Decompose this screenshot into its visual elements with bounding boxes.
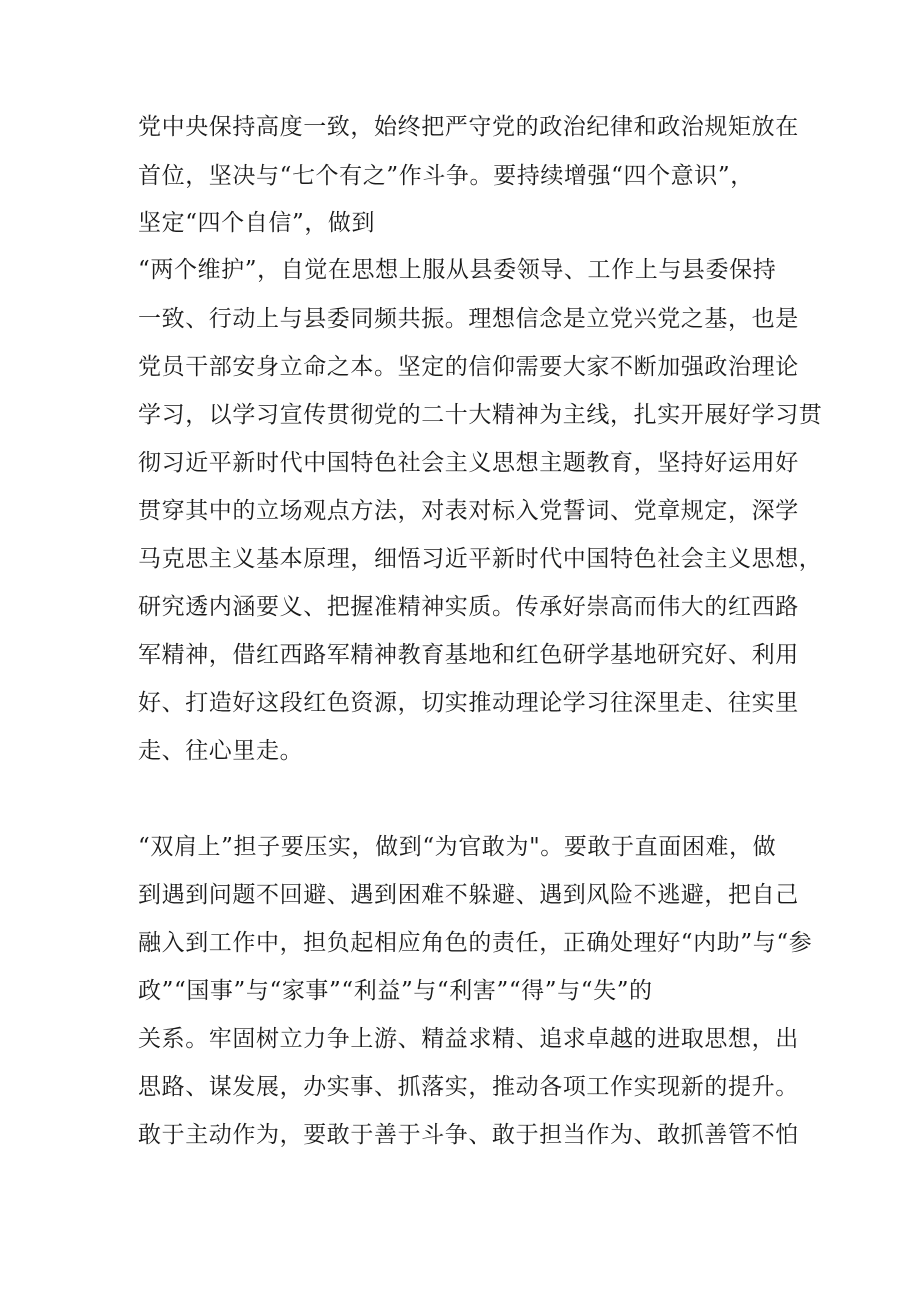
text-line: 首位，坚决与“七个有之”作斗争。要持续增强“四个意识”， bbox=[138, 163, 754, 189]
text-line: 敢于主动作为，要敢于善于斗争、敢于担当作为、敢抓善管不怕 bbox=[138, 1122, 799, 1148]
text-line: 政”“国事”与“家事”“利益”与“利害”“得”与“失”的 bbox=[138, 978, 653, 1004]
text-line: 党中央保持高度一致，始终把严守党的政治纪律和政治规矩放在 bbox=[138, 114, 799, 140]
text-line: 彻习近平新时代中国特色社会主义思想主题教育，坚持好运用好 bbox=[138, 450, 799, 476]
text-line: 一致、行动上与县委同频共振。理想信念是立党兴党之基，也是 bbox=[138, 306, 799, 332]
text-line: 融入到工作中，担负起相应角色的责任，正确处理好“内助”与“参 bbox=[138, 930, 813, 956]
text-line: 坚定“四个自信”，做到 bbox=[138, 210, 376, 236]
text-line: 学习，以学习宣传贯彻党的二十大精神为主线，扎实开展好学习贯 bbox=[138, 402, 823, 428]
text-line: 思路、谋发展，办实事、抓落实，推动各项工作实现新的提升。 bbox=[138, 1074, 799, 1100]
text-line: 到遇到问题不回避、遇到困难不躲避、遇到风险不逃避，把自己 bbox=[138, 882, 799, 908]
text-line: 关系。牢固树立力争上游、精益求精、追求卓越的进取思想，出 bbox=[138, 1026, 799, 1052]
text-line: 贯穿其中的立场观点方法，对表对标入党誓词、党章规定，深学 bbox=[138, 498, 799, 524]
text-line: “双肩上”担子要压实，做到“为官敢为"。要敢于直面困难，做 bbox=[138, 834, 777, 860]
text-line: 研究透内涵要义、把握准精神实质。传承好崇高而伟大的红西路 bbox=[138, 594, 799, 620]
text-line: 走、往心里走。 bbox=[138, 738, 304, 764]
text-line: 党员干部安身立命之本。坚定的信仰需要大家不断加强政治理论 bbox=[138, 354, 799, 380]
text-line: 军精神，借红西路军精神教育基地和红色研学基地研究好、利用 bbox=[138, 642, 799, 668]
text-line: 马克思主义基本原理，细悟习近平新时代中国特色社会主义思想， bbox=[138, 546, 823, 572]
text-line: 好、打造好这段红色资源，切实推动理论学习往深里走、往实里 bbox=[138, 690, 799, 716]
text-line: “两个维护”，自觉在思想上服从县委领导、工作上与县委保持 bbox=[138, 257, 777, 283]
